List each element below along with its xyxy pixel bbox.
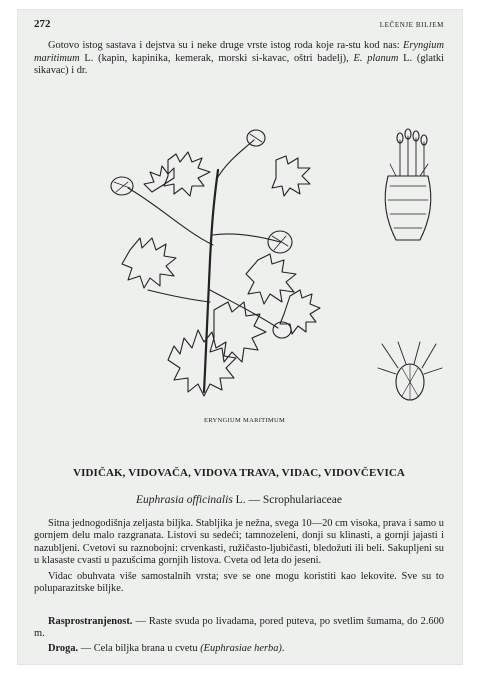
description-paragraph: Vidac obuhvata više samostalnih vrsta; sve se one mogu koristiti kao lekovite. Sve su to poluparazitske biljke.	[34, 570, 444, 594]
plant-leaf	[164, 152, 210, 196]
plant-branch	[210, 290, 278, 328]
drug-paragraph: Droga. — Cela biljka brana u cvetu (Euphrasiae herba).	[48, 643, 285, 654]
plant-leaf	[246, 254, 296, 304]
plant-leaf	[280, 290, 320, 334]
plant-branch	[148, 290, 210, 302]
plant-branch	[216, 140, 254, 180]
plant-branch	[128, 188, 213, 245]
description-body	[34, 518, 444, 599]
section-subtitle: Euphrasia officinalis L. — Scrophulariaceae	[136, 494, 342, 506]
description-paragraph: Sitna jednogodišnja zeljasta biljka. Stabljika je nežna, svega 10—20 cm visoka, prava i samo u gornjem delu malo razgranata. Listovi su sedeći; tamnozeleni, donji su klinasti, a gornji jajasti i nazubljeni. Cvetovi su raznobojni: crvenkasti, ružičasto-ljubičasti, bledožuti ili beli. Sakupljeni su u klasaste cvasti u pazušcima gornjih listova. Cveta od leta do jeseni.	[34, 518, 444, 566]
section-title: VIDIČAK, VIDOVAČA, VIDOVA TRAVA, VIDAC, VIDOVČEVICA	[73, 467, 405, 479]
running-header: LEČENJE BILJEM	[379, 21, 444, 29]
plant-leaf	[168, 330, 236, 396]
plant-stem	[204, 170, 218, 392]
intro-paragraph: Gotovo istog sastava i dejstva su i neke druge vrste istog roda koje ra-stu kod nas: Eryngium maritimum L. (kapin, kapinika, kemerak, morski si-kavac, oštri badelj), E. planum L. (glatki sikavac) i dr.	[34, 40, 445, 77]
latin-name: Euphrasia officinalis	[136, 494, 233, 506]
book-page	[18, 10, 462, 664]
plant-leaf	[210, 302, 266, 362]
distribution-paragraph: Rasprostranjenost. — Raste svuda po livadama, pored puteva, po svetlim šumama, do 2.600 m.	[34, 616, 444, 640]
page-number: 272	[34, 18, 51, 30]
plant-leaf	[122, 238, 176, 288]
plant-leaf	[272, 156, 310, 196]
flower-head	[111, 177, 133, 195]
flower-detail-body	[385, 176, 431, 240]
eryngium-illustration	[18, 10, 462, 450]
plant-leaf	[144, 166, 174, 192]
figure-caption: ERYNGIUM MARITIMUM	[204, 417, 286, 424]
